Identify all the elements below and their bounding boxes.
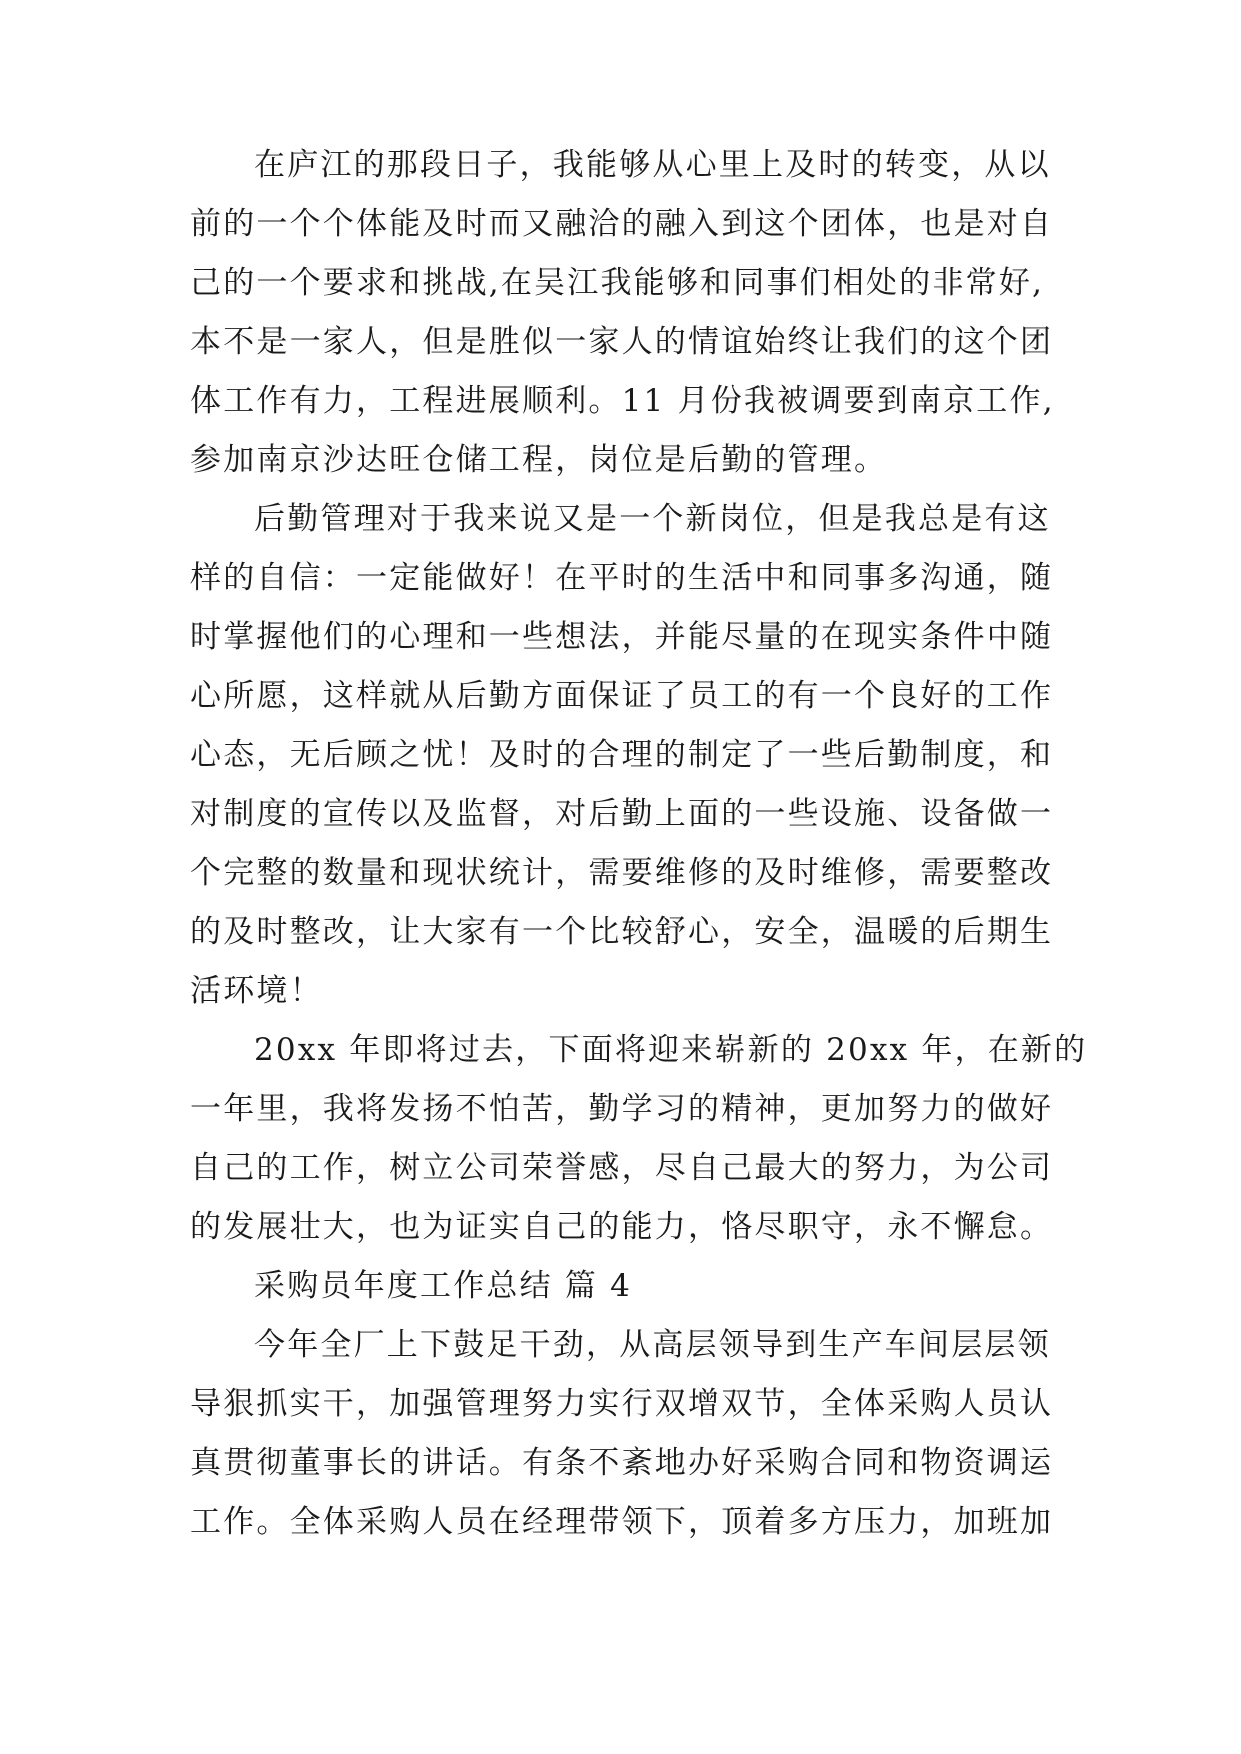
text-line: 本不是一家人，但是胜似一家人的情谊始终让我们的这个团 xyxy=(190,324,1054,360)
text-line: 心所愿，这样就从后勤方面保证了员工的有一个良好的工作 xyxy=(190,678,1054,714)
text-line: 在庐江的那段日子，我能够从心里上及时的转变，从以 xyxy=(254,147,1051,183)
text-line: 活环境！ xyxy=(190,973,323,1009)
text-line: 前的一个个体能及时而又融洽的融入到这个团体，也是对自 xyxy=(190,206,1054,242)
text-line: 样的自信：一定能做好！在平时的生活中和同事多沟通，随 xyxy=(190,560,1054,596)
document-body xyxy=(190,136,1090,1552)
text-line: 参加南京沙达旺仓储工程，岗位是后勤的管理。 xyxy=(190,442,888,478)
text-line: 后勤管理对于我来说又是一个新岗位，但是我总是有这 xyxy=(254,501,1051,537)
text-line: 工作。全体采购人员在经理带领下，顶着多方压力，加班加 xyxy=(190,1504,1054,1540)
section-heading: 采购员年度工作总结 篇 4 xyxy=(254,1268,633,1304)
text-line: 心态，无后顾之忧！及时的合理的制定了一些后勤制度，和 xyxy=(190,737,1054,773)
text-line: 的及时整改，让大家有一个比较舒心，安全，温暖的后期生 xyxy=(190,914,1054,950)
text-line: 20xx 年即将过去，下面将迎来崭新的 20xx 年，在新的 xyxy=(254,1032,1088,1068)
text-line: 时掌握他们的心理和一些想法，并能尽量的在现实条件中随 xyxy=(190,619,1054,655)
text-line: 真贯彻董事长的讲话。有条不紊地办好采购合同和物资调运 xyxy=(190,1445,1054,1481)
text-line: 今年全厂上下鼓足干劲，从高层领导到生产车间层层领 xyxy=(254,1327,1051,1363)
text-line: 对制度的宣传以及监督，对后勤上面的一些设施、设备做一 xyxy=(190,796,1054,832)
text-line: 体工作有力，工程进展顺利。11 月份我被调要到南京工作, xyxy=(190,383,1055,419)
text-line: 自己的工作，树立公司荣誉感，尽自己最大的努力，为公司 xyxy=(190,1150,1054,1186)
text-line: 一年里，我将发扬不怕苦，勤学习的精神，更加努力的做好 xyxy=(190,1091,1054,1127)
text-line: 的发展壮大，也为证实自己的能力，恪尽职守，永不懈怠。 xyxy=(190,1209,1054,1245)
text-line: 个完整的数量和现状统计，需要维修的及时维修，需要整改 xyxy=(190,855,1054,891)
text-line: 己的一个要求和挑战,在吴江我能够和同事们相处的非常好, xyxy=(190,265,1045,301)
text-line: 导狠抓实干，加强管理努力实行双增双节，全体采购人员认 xyxy=(190,1386,1054,1422)
